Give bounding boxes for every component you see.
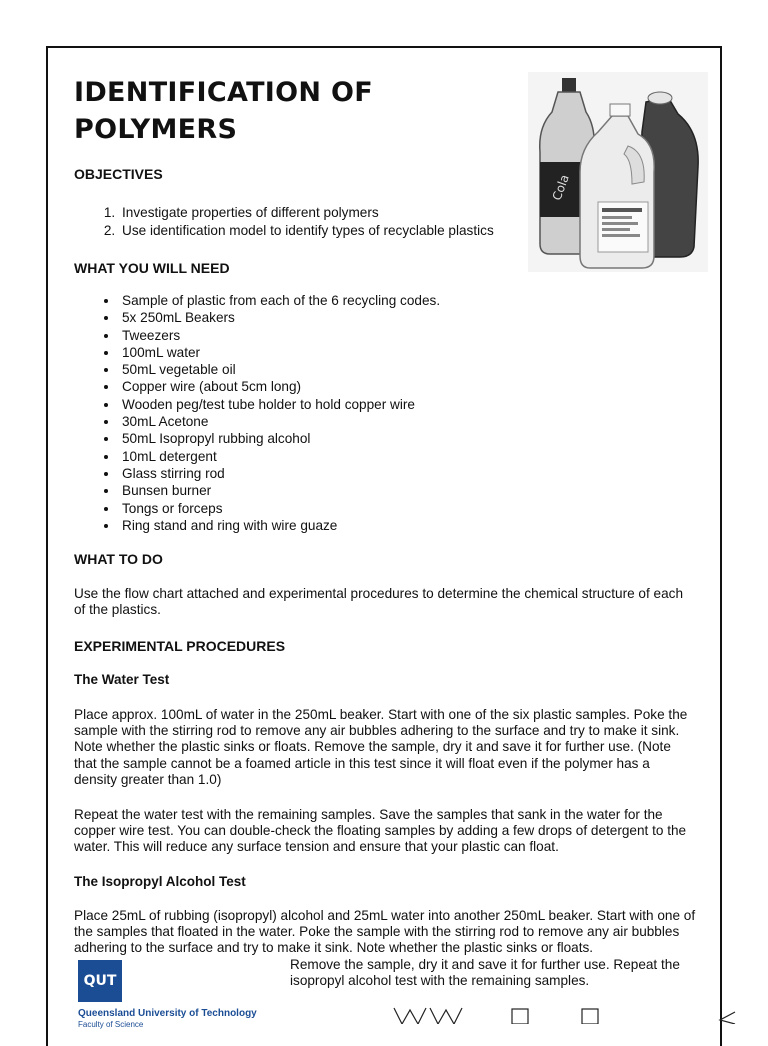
qut-logo-mark bbox=[78, 960, 122, 1002]
plastic-bottles-image bbox=[528, 72, 708, 272]
water-test-heading: The Water Test bbox=[74, 672, 170, 687]
what-to-do-text: Use the flow chart attached and experimental procedures to determine the chemical structure of each of the plastics. bbox=[74, 586, 684, 618]
list-item: • Sample of plastic from each of the 6 recycling codes. bbox=[119, 292, 440, 309]
alcohol-test-paragraph-1: Place 25mL of rubbing (isopropyl) alcohol and 25mL water into another 250mL beaker. Start with one of the samples that floated in the water. Poke the sample with the stirring rod to remove any air bubbles adhering to the surface and try to make it sink. Note whether the plastic sinks or floats. bbox=[74, 908, 696, 956]
list-item: • Wooden peg/test tube holder to hold copper wire bbox=[119, 396, 440, 413]
materials-list bbox=[74, 292, 440, 534]
objectives-heading: OBJECTIVES bbox=[74, 166, 163, 182]
what-to-do-heading: WHAT TO DO bbox=[74, 551, 163, 567]
objectives-list bbox=[74, 204, 494, 239]
materials-heading: WHAT YOU WILL NEED bbox=[74, 260, 230, 276]
procedures-heading: EXPERIMENTAL PROCEDURES bbox=[74, 638, 286, 654]
list-item: • Tongs or forceps bbox=[119, 500, 440, 517]
list-item: • 50mL vegetable oil bbox=[119, 361, 440, 378]
list-item: • 100mL water bbox=[119, 344, 440, 361]
alcohol-test-paragraph-2: Remove the sample, dry it and save it for further use. Repeat the isopropyl alcohol test with the remaining samples. bbox=[290, 957, 680, 989]
list-item: • Tweezers bbox=[119, 327, 440, 344]
list-item: • 50mL Isopropyl rubbing alcohol bbox=[119, 430, 440, 447]
list-item: • 30mL Acetone bbox=[119, 413, 440, 430]
document-title: IDENTIFICATION OF POLYMERS bbox=[74, 77, 373, 145]
list-item: • Bunsen burner bbox=[119, 482, 440, 499]
list-item: • Copper wire (about 5cm long) bbox=[119, 378, 440, 395]
qut-logo bbox=[78, 958, 274, 1028]
qut-logo-mark-text: QUT bbox=[83, 973, 117, 989]
svg-text:Cola: Cola bbox=[549, 172, 572, 203]
list-item: • 5x 250mL Beakers bbox=[119, 309, 440, 326]
qut-logo-name: Queensland University of Technology bbox=[78, 1008, 257, 1019]
list-item: • 10mL detergent bbox=[119, 448, 440, 465]
cropped-lettering-decoration bbox=[390, 1006, 740, 1024]
water-test-paragraph-2: Repeat the water test with the remaining samples. Save the samples that sank in the water for the copper wire test. You can double-check the floating samples by adding a few drops of detergent to the water. This will reduce any surface tension and ensure that your plastic can float. bbox=[74, 807, 687, 855]
list-item: • Ring stand and ring with wire guaze bbox=[119, 517, 440, 534]
list-item: • Glass stirring rod bbox=[119, 465, 440, 482]
list-item: 2. Use identification model to identify types of recyclable plastics bbox=[119, 222, 494, 240]
alcohol-test-heading: The Isopropyl Alcohol Test bbox=[74, 874, 246, 889]
water-test-paragraph-1: Place approx. 100mL of water in the 250mL beaker. Start with one of the six plastic samples. Poke the sample with the stirring rod to remove any air bubbles adhering to the surface and try to make it sink. Note whether the plastic sinks or floats. Remove the sample, dry it and save it for further use. (Note that the sample cannot be a foamed article in this test since it will float even if the polymer has a density greater than 1.0) bbox=[74, 707, 688, 787]
qut-logo-faculty: Faculty of Science bbox=[78, 1020, 144, 1029]
list-item: 1. Investigate properties of different polymers bbox=[119, 204, 494, 222]
